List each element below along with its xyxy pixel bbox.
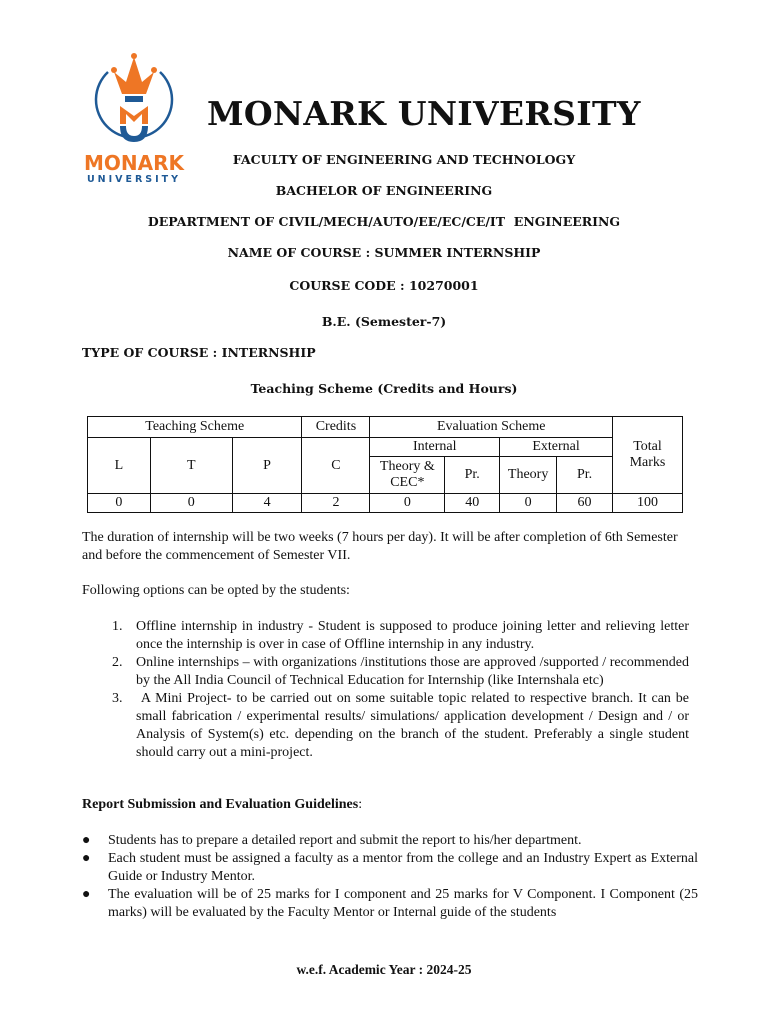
list-text: A Mini Project- to be carried out on some suitable topic related to respective branch. It can be small fabrication / experimental results/ simulations/ application development / Design and / or Analysis of System(s) etc. depending on the branch of the student. Preferably a single student should carry out a mini-project. (136, 691, 693, 760)
list-item (108, 618, 689, 654)
header-external: External (500, 438, 613, 457)
bullet-icon: ● (82, 833, 91, 848)
list-text: Offline internship in industry - Student is supposed to produce joining letter and relieving letter once the internship is over in case of Offline internship in any industry. (136, 619, 689, 652)
cell: 40 (445, 494, 500, 513)
list-number: 1. (112, 619, 123, 634)
header-teaching-scheme: Teaching Scheme (88, 417, 302, 438)
table-title: Teaching Scheme (Credits and Hours) (250, 381, 518, 396)
university-title: MONARK UNIVERSITY (207, 94, 641, 133)
cell: 0 (88, 494, 151, 513)
list-text: Online internships – with organizations /institutions those are approved /supported / recommended by the All India Council of Technical Education for Internship (like Internshala etc) (136, 655, 689, 688)
header-internal: Internal (370, 438, 500, 457)
duration-paragraph: The duration of internship will be two weeks (7 hours per day). It will be after completion of 6th Semester and before the commencement of Semester VII. (82, 530, 678, 563)
list-number: 3. (112, 691, 123, 706)
report-heading (82, 796, 362, 814)
list-item (82, 886, 698, 922)
degree-heading: BACHELOR OF ENGINEERING (275, 183, 493, 198)
table-row (88, 494, 683, 513)
guidelines-list (82, 832, 698, 922)
list-text: Each student must be assigned a faculty as a mentor from the college and an Industry Expert as External Guide or Industry Mentor. (108, 851, 698, 884)
cell: 60 (557, 494, 613, 513)
logo-text-university: UNIVERSITY (86, 174, 182, 185)
footer-academic-year: w.e.f. Academic Year : 2024-25 (296, 962, 472, 977)
cell: 100 (612, 494, 682, 513)
header-external-theory: Theory (500, 457, 557, 494)
report-heading-text: Report Submission and Evaluation Guidelines (82, 797, 359, 812)
header-c: C (302, 438, 370, 494)
header-internal-theory: Theory & CEC* (370, 457, 445, 494)
header-external-pr: Pr. (557, 457, 613, 494)
faculty-heading: FACULTY OF ENGINEERING AND TECHNOLOGY (232, 152, 576, 167)
header-p: P (232, 438, 302, 494)
header-credits: Credits (302, 417, 370, 438)
teaching-scheme-table (87, 416, 683, 513)
crown-pen-icon (78, 52, 190, 147)
options-intro: Following options can be opted by the students: (82, 583, 350, 598)
colon: : (358, 797, 363, 812)
semester: B.E. (Semester-7) (321, 314, 447, 329)
department-heading: DEPARTMENT OF CIVIL/MECH/AUTO/EE/EC/CE/IT ENGINEERING (147, 214, 621, 229)
bullet-icon: ● (82, 887, 91, 902)
type-of-course: TYPE OF COURSE : INTERNSHIP (82, 345, 316, 360)
options-list (108, 618, 693, 762)
logo-text-monark: MONARK (83, 151, 185, 175)
cell: 0 (150, 494, 232, 513)
list-item (108, 690, 693, 762)
course-code: COURSE CODE : 10270001 (289, 278, 479, 293)
list-text: Students has to prepare a detailed report and submit the report to his/her department. (108, 833, 582, 848)
list-item (82, 832, 698, 850)
cell: 2 (302, 494, 370, 513)
list-item (82, 850, 698, 886)
course-name: NAME OF COURSE : SUMMER INTERNSHIP (227, 245, 541, 260)
header-total-marks: Total Marks (612, 417, 682, 494)
list-number: 2. (112, 655, 123, 670)
bullet-icon: ● (82, 851, 91, 866)
cell: 4 (232, 494, 302, 513)
cell: 0 (500, 494, 557, 513)
cell: 0 (370, 494, 445, 513)
header-evaluation-scheme: Evaluation Scheme (370, 417, 613, 438)
list-text: The evaluation will be of 25 marks for I component and 25 marks for V Component. I Component (25 marks) will be evaluated by the Faculty Mentor or Internal guide of the students (108, 887, 698, 920)
header-l: L (88, 438, 151, 494)
header-t: T (150, 438, 232, 494)
header-internal-pr: Pr. (445, 457, 500, 494)
list-item (108, 654, 689, 690)
